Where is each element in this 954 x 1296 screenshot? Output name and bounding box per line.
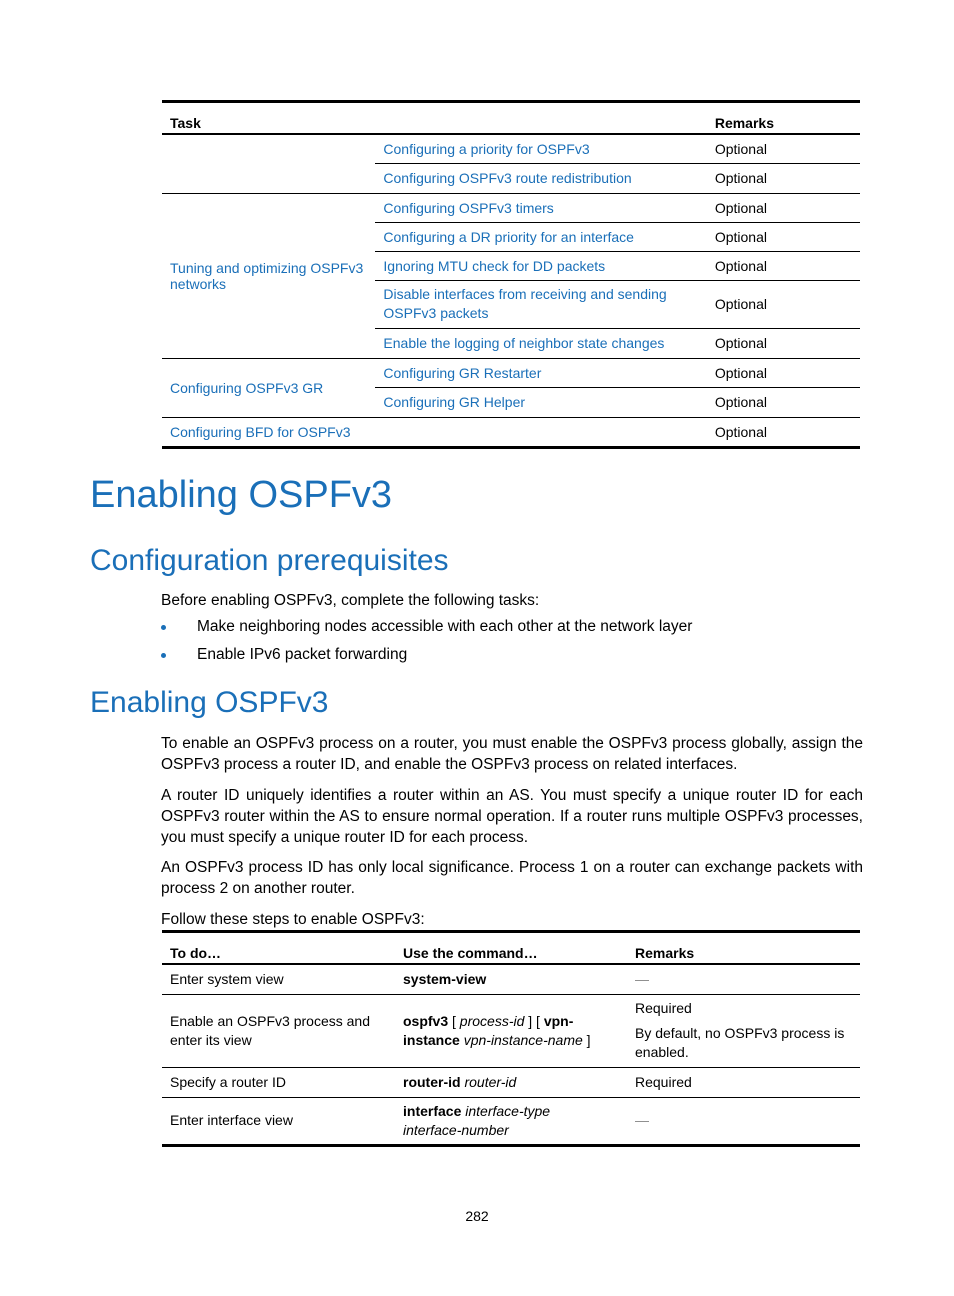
table-row — [162, 994, 860, 1067]
paragraph-4: Follow these steps to enable OSPFv3: — [161, 911, 425, 928]
table-row — [162, 417, 860, 447]
remark-cell: Optional — [714, 257, 767, 274]
table-row — [162, 193, 860, 222]
header-remarks: Remarks — [714, 115, 774, 131]
remark-cell: Optional — [714, 296, 767, 312]
prereq-intro: Before enabling OSPFv3, complete the following tasks: — [161, 592, 540, 609]
table-row — [162, 1067, 860, 1097]
remark-cell: — — [635, 1112, 649, 1128]
link-disable-interfaces[interactable]: Disable interfaces from receiving and sending OSPFv3 packets — [383, 286, 667, 321]
header-command: Use the command… — [403, 945, 538, 961]
page-title: Enabling OSPFv3 — [90, 474, 393, 516]
section-heading-prerequisites: Configuration prerequisites — [90, 544, 449, 577]
remark-cell: Optional — [714, 423, 767, 440]
command-cell: ospfv3 [ process-id ] [ vpn-instance vpn-instance-name ] — [403, 1012, 591, 1048]
link-priority[interactable]: Configuring a priority for OSPFv3 — [383, 140, 590, 157]
todo-cell: Enter interface view — [170, 1112, 293, 1128]
command-cell: system-view — [403, 970, 487, 987]
command-cell: router-id router-id — [403, 1073, 517, 1090]
link-gr-helper[interactable]: Configuring GR Helper — [383, 394, 526, 410]
task-table-header — [162, 102, 860, 135]
remark-cell: Required By default, no OSPFv3 process is enabled. — [635, 1000, 845, 1060]
steps-table — [162, 930, 860, 1147]
paragraph-1: To enable an OSPFv3 process on a router, you must enable the OSPFv3 process globally, assign the OSPFv3 process a router ID, and enable the OSPFv3 process on related interfaces. — [161, 735, 863, 773]
link-tuning-networks[interactable]: Tuning and optimizing OSPFv3 networks — [170, 259, 364, 292]
link-route-redistribution[interactable]: Configuring OSPFv3 route redistribution — [383, 170, 632, 186]
table-row — [162, 134, 860, 163]
task-cell-empty — [162, 134, 375, 193]
todo-cell: Enter system view — [170, 970, 284, 987]
remark-cell: Optional — [714, 170, 767, 186]
bullet-icon — [161, 625, 166, 630]
link-bfd[interactable]: Configuring BFD for OSPFv3 — [170, 423, 351, 440]
link-dr-priority[interactable]: Configuring a DR priority for an interface — [383, 228, 634, 245]
section-heading-enabling: Enabling OSPFv3 — [90, 686, 329, 719]
remark-cell: Optional — [714, 364, 767, 381]
remark-cell: Optional — [714, 199, 767, 216]
link-mtu-check[interactable]: Ignoring MTU check for DD packets — [383, 257, 606, 274]
remark-cell: Optional — [714, 140, 767, 157]
table-row — [162, 358, 860, 387]
paragraph-3: An OSPFv3 process ID has only local significance. Process 1 on a router can exchange packets with process 2 on another router. — [161, 859, 863, 897]
link-configuring-gr[interactable]: Configuring OSPFv3 GR — [170, 379, 324, 396]
remark-cell: Optional — [714, 228, 767, 245]
task-table — [162, 100, 860, 449]
table-row — [162, 1097, 860, 1145]
command-cell: interface interface-type interface-number — [403, 1102, 551, 1138]
remark-cell: Required — [635, 1073, 692, 1090]
bullet-icon — [161, 653, 166, 658]
link-neighbor-logging[interactable]: Enable the logging of neighbor state changes — [383, 335, 665, 351]
todo-cell: Specify a router ID — [170, 1073, 286, 1090]
remark-cell: Optional — [714, 394, 767, 410]
header-remarks: Remarks — [635, 945, 695, 961]
link-timers[interactable]: Configuring OSPFv3 timers — [383, 199, 554, 216]
task-cell-tuning — [162, 193, 375, 358]
remark-cell: — — [635, 970, 649, 987]
header-task: Task — [170, 115, 201, 131]
header-todo: To do… — [170, 945, 222, 961]
steps-table-header — [162, 932, 860, 965]
remark-cell: Optional — [714, 335, 767, 351]
paragraph-2: A router ID uniquely identifies a router within an AS. You must specify a unique router ID for each OSPFv3 router within the AS to ensure normal operation. If a router runs multiple OSPFv3 processes, you must specify a unique router ID for each process. — [161, 787, 863, 846]
table-row — [162, 964, 860, 994]
link-gr-restarter[interactable]: Configuring GR Restarter — [383, 364, 542, 381]
page-number: 282 — [465, 1208, 489, 1224]
task-cell-gr — [162, 358, 375, 417]
todo-cell: Enable an OSPFv3 process and enter its view — [170, 1012, 371, 1048]
